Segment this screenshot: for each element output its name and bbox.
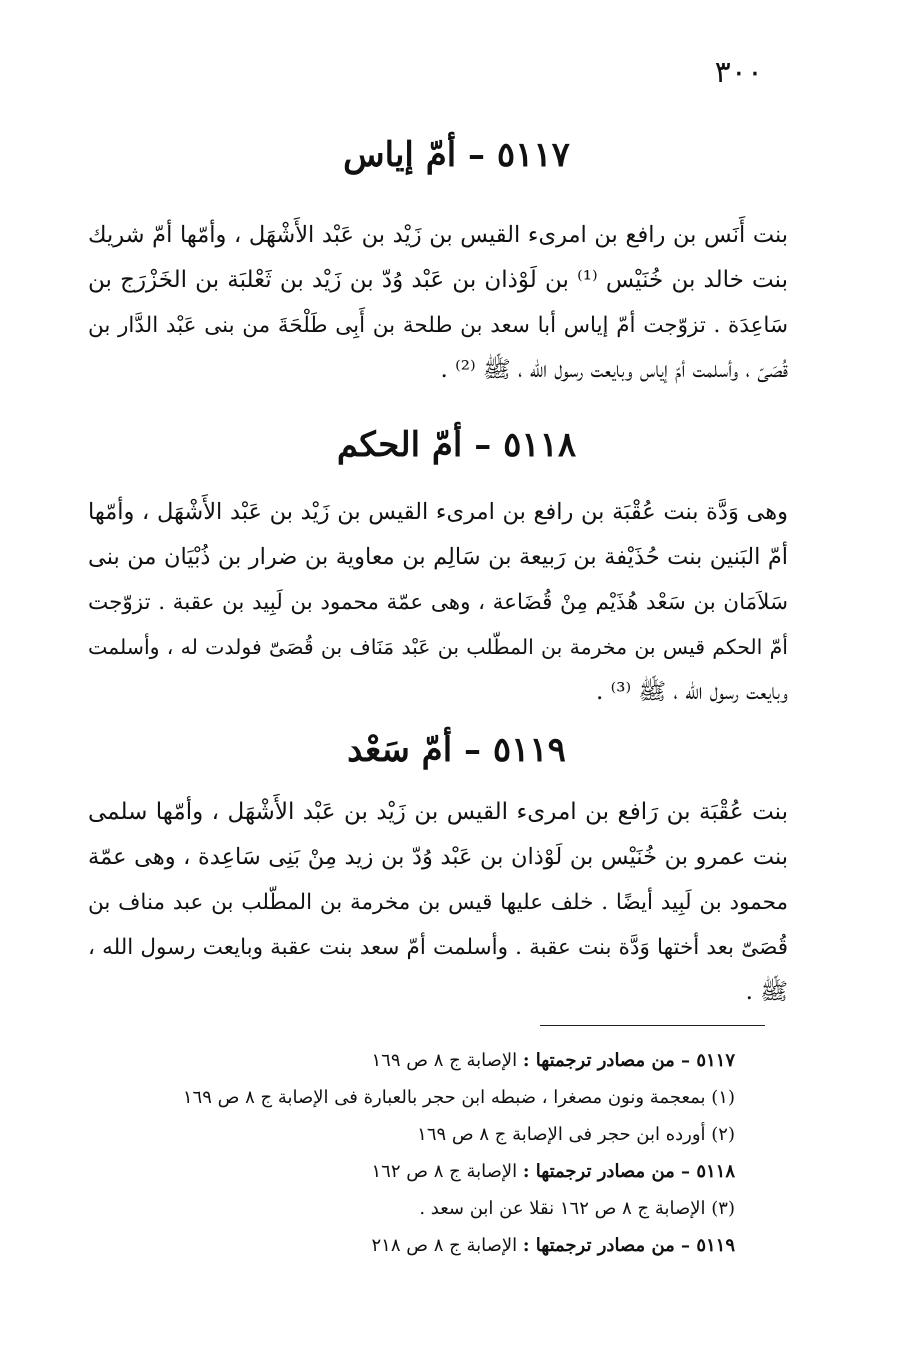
text-line: أمّ الحكم قيس بن مخرمة بن المطّلب بن عَبْد مَنَاف بن قُصَىّ فولدت له ، وأسلمت: [88, 635, 788, 659]
text-line: سَاعِدَة . تزوّجت أمّ إياس أبا سعد بن طلحة بن أَبِى طَلْحَةَ من بنى عَبْد الدَّار بن: [88, 313, 788, 338]
entry-body: [88, 213, 788, 393]
text-line: وهى وَدَّة بنت عُقْبَة بن رافع بن امرىء القيس بن زَيْد بن عَبْد الأَشْهَل ، وأمّها: [88, 499, 788, 525]
footnote-source-text: الإصابة ج ٨ ص ١٦٩: [371, 1050, 523, 1071]
text-line: بنت عمرو بن خُنَيْس بن لَوْذان بن عَبْد وُدّ بن زيد مِنْ بَنِى سَاعِدة ، وهى عمّة: [88, 844, 788, 870]
footnote-source: [120, 1153, 735, 1190]
footnote-source: [120, 1227, 735, 1264]
footnote: (٢) أورده ابن حجر فى الإصابة ج ٨ ص ١٦٩: [417, 1124, 735, 1145]
text-line: بنت أَنَس بن رافع بن امرىء القيس بن زَيْد بن عَبْد الأَشْهَل ، وأمّها أمّ شريك: [88, 222, 788, 248]
footnote-source-lead: ٥١١٨ – من مصادر ترجمتها :: [522, 1161, 735, 1182]
text-line: بنت عُقْبَة بن رَافع بن امرىء القيس بن زَيْد بن عَبْد الأَشْهَل ، وأمّها سلمى: [88, 799, 788, 825]
footnote-source-text: الإصابة ج ٨ ص ٢١٨: [371, 1235, 523, 1256]
footnote: (١) بمعجمة ونون مصغرا ، ضبطه ابن حجر بالعبارة فى الإصابة ج ٨ ص ١٦٩: [182, 1087, 735, 1108]
entry-heading: ٥١١٩ – أمّ سَعْد: [347, 730, 566, 770]
entry-heading: ٥١١٨ – أمّ الحكم: [336, 425, 577, 465]
footnotes: [120, 1042, 735, 1264]
footnote-source-lead: ٥١١٩ – من مصادر ترجمتها :: [522, 1235, 735, 1256]
footnote-source: [120, 1042, 735, 1079]
entry-heading: ٥١١٧ – أمّ إياس: [343, 135, 570, 175]
page-number: ٣٠٠: [714, 55, 763, 90]
footnote-source-lead: ٥١١٧ – من مصادر ترجمتها :: [522, 1050, 735, 1071]
text-line: قُصَىّ ، وأسلمت أمّ إياس وبايعت رسول الله ، ﷺ ⁽²⁾ .: [440, 357, 788, 383]
text-line: وبايعت رسول الله ، ﷺ ⁽³⁾ .: [595, 679, 788, 705]
footnote-divider: [540, 1025, 765, 1026]
text-line: أمّ البَنين بنت حُذَيْفة بن رَبيعة بن سَالِم بن معاوية بن ضرار بن ذُبْيَان من بنى: [88, 544, 788, 570]
text-line: سَلاَمَان بن سَعْد هُذَيْم مِنْ قُضَاعة ، وهى عمّة محمود بن لَبِيد بن عقبة . تزوّجت: [88, 590, 788, 615]
text-line: بنت خالد بن خُنَيْس ⁽¹⁾ بن لَوْذان بن عَبْد وُدّ بن زَيْد بن ثَعْلبَة بن الخَزْرَج بن: [88, 267, 788, 293]
text-line: ﷺ .: [745, 979, 788, 1005]
footnote-source-text: الإصابة ج ٨ ص ١٦٢: [371, 1161, 523, 1182]
text-line: محمود بن لَبِيد أيضًا . خلف عليها قيس بن مخرمة بن المطّلب بن عبد مناف بن: [88, 890, 788, 915]
footnote: (٣) الإصابة ج ٨ ص ١٦٢ نقلا عن ابن سعد .: [419, 1198, 735, 1219]
entry-body: [88, 490, 788, 715]
entry-body: [88, 790, 788, 1015]
text-line: قُصَىّ بعد أختها وَدَّة بنت عقبة . وأسلمت أمّ سعد بنت عقبة وبايعت رسول الله ،: [88, 935, 788, 960]
